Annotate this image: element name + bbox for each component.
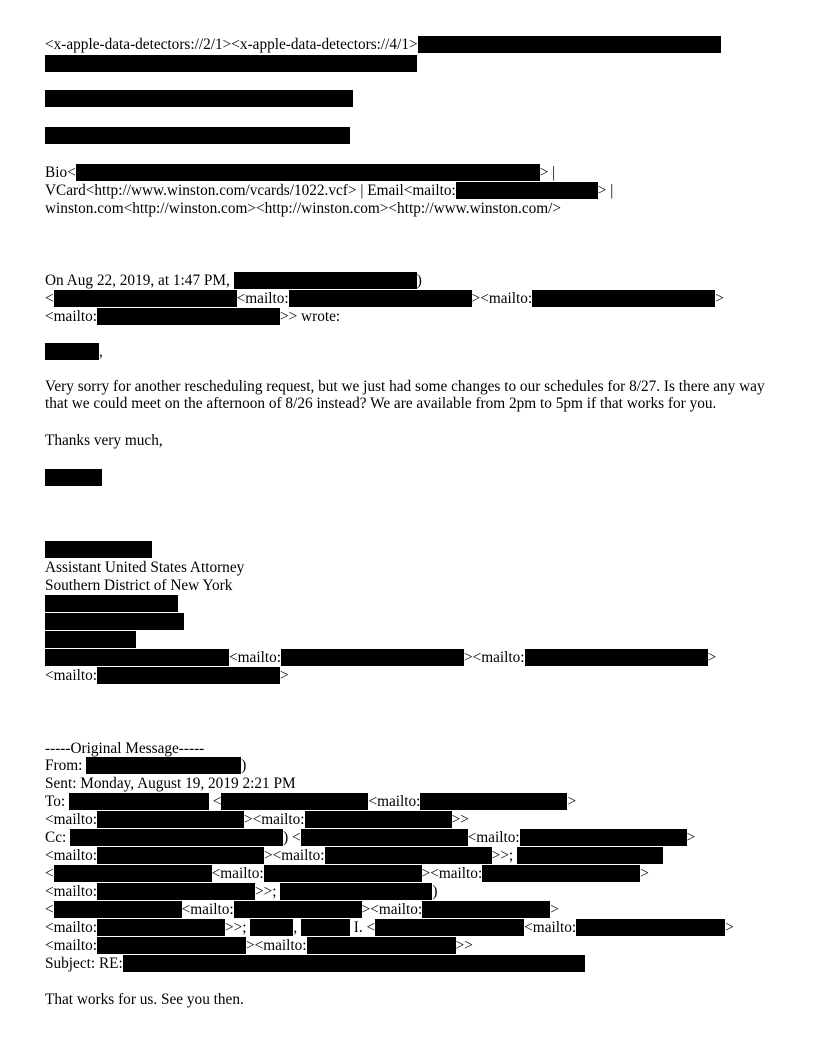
redaction [97,919,225,936]
mailto-label[interactable]: ><mailto: [263,847,325,864]
mailto-label[interactable]: <mailto: [467,829,520,846]
reply-wrote-line [45,308,340,325]
website-link[interactable]: winston.com<http://winston.com><http://winston.com><http://www.winston.com/> [45,200,562,217]
original-message-divider: -----Original Message----- [45,740,205,757]
separator: > [640,865,649,882]
separator: > [686,829,696,846]
detector-text: <x-apple-data-detectors://2/1><x-apple-data-detectors://4/1> [45,36,418,53]
redaction [325,847,492,864]
mailto-label[interactable]: ><mailto: [471,290,533,307]
separator: < [209,793,222,810]
mailto-label[interactable]: <mailto: [211,865,264,882]
separator: > [550,901,559,918]
detector-line [45,36,721,53]
redaction [97,308,280,325]
mailto-label[interactable]: <mailto: [45,308,97,325]
to-label: To: [45,793,66,810]
mailto-label[interactable]: <mailto: [229,649,281,666]
closing: Thanks very much, [45,432,163,449]
from-label: From: [45,757,83,774]
redacted-line [45,613,184,630]
mailto-label[interactable]: ><mailto: [463,649,525,666]
redaction [525,649,708,666]
redaction [123,955,585,972]
mailto-label[interactable]: <mailto: [45,919,97,936]
sent-line: Sent: Monday, August 19, 2019 2:21 PM [45,775,296,792]
redaction [221,793,368,810]
cc-line-cont [45,865,649,882]
subject-label: Subject: RE: [45,955,123,972]
redaction [45,595,178,612]
redacted-line [45,469,102,486]
separator: > | [597,182,614,199]
redaction [250,919,293,936]
redaction [422,901,550,918]
cc-line-cont [45,901,559,918]
redaction [281,649,464,666]
redaction [97,847,264,864]
separator: ) [241,757,247,774]
redaction [264,865,422,882]
mailto-label[interactable]: ><mailto: [421,865,483,882]
redacted-line [45,127,350,144]
cc-line-cont [45,883,437,900]
separator: >> [451,811,469,828]
sender-title: Assistant United States Attorney [45,559,245,576]
redaction [70,829,283,846]
mailto-label[interactable]: <mailto: [45,847,97,864]
redaction [305,811,452,828]
redacted-line [45,595,178,612]
bio-line [45,164,555,181]
reply-date: On Aug 22, 2019, at 1:47 PM, [45,272,230,289]
mailto-label[interactable]: <mailto: [45,667,97,684]
separator: >> [455,937,473,954]
redaction [301,829,468,846]
mailto-label[interactable]: <mailto: [45,811,97,828]
redacted-line [45,90,353,107]
separator: >>; [491,847,514,864]
redaction [54,865,212,882]
mailto-label[interactable]: ><mailto: [245,937,307,954]
redaction [307,937,456,954]
redaction [418,36,721,53]
separator: >>; [254,883,277,900]
mailto-label[interactable]: <mailto: [236,290,289,307]
message-body: Very sorry for another rescheduling request, but we just had some changes to our schedules for 8/27. Is there any way that we could meet on the afternoon of 8/26 instead? We are available from 2pm to 5pm if that works for you. [45,378,765,412]
redaction [517,847,663,864]
mailto-label[interactable]: ><mailto: [361,901,423,918]
separator: > [279,667,289,684]
redaction [520,829,687,846]
redaction [482,865,640,882]
separator: > | [539,164,556,181]
redaction [375,919,524,936]
reply-address-line [45,290,724,307]
redaction [97,811,244,828]
redaction [420,793,567,810]
cc-line-cont: <mailto: >>; , I. < <mailto: > [45,919,734,936]
separator: < [45,901,54,918]
sender-office: Southern District of New York [45,577,233,594]
cc-line-cont [45,937,473,954]
cc-line-cont [45,847,663,864]
separator: , [99,343,103,360]
redaction [54,901,182,918]
separator: I. < [353,919,376,936]
to-line-cont [45,811,469,828]
redaction [45,343,99,360]
redacted-line [45,631,136,648]
redaction [576,919,725,936]
redaction [456,182,598,199]
redaction [289,290,472,307]
cc-line [45,829,695,846]
to-line [45,793,576,810]
redaction [234,272,417,289]
redaction [45,469,102,486]
cc-label: Cc: [45,829,67,846]
redaction [45,613,184,630]
sender-address-line [45,667,289,684]
redaction [45,649,229,666]
redaction [45,55,417,72]
separator: > [725,919,734,936]
separator: ) [416,272,422,289]
mailto-label[interactable]: <mailto: [524,919,577,936]
redaction [45,90,353,107]
separator: ) [432,883,438,900]
redaction [45,541,152,558]
from-line [45,757,246,774]
redaction [45,127,350,144]
subject-line [45,955,585,972]
separator: > [707,649,717,666]
redaction [86,757,241,774]
mailto-label[interactable]: ><mailto: [243,811,305,828]
redaction [234,901,362,918]
vcard-link[interactable]: VCard<http://www.winston.com/vcards/1022.vcf> | Email<mailto: [45,182,456,199]
redaction [54,290,237,307]
redaction [532,290,715,307]
separator: < [45,290,54,307]
reply-date-line [45,272,422,289]
sender-address-line [45,649,716,666]
vcard-line [45,182,613,199]
separator: > [715,290,724,307]
mailto-label[interactable]: <mailto: [368,793,421,810]
wrote-text: >> wrote: [279,308,341,325]
redaction [45,631,136,648]
redaction [280,883,432,900]
mailto-label[interactable]: <mailto: [181,901,234,918]
bio-link-label[interactable]: Bio< [45,164,76,181]
redaction [76,164,540,181]
reply-body: That works for us. See you then. [45,991,244,1008]
separator: ) < [283,829,301,846]
redacted-line [45,541,152,558]
redaction [97,667,280,684]
mailto-label[interactable]: <mailto: [45,883,97,900]
redaction [97,883,255,900]
separator: > [567,793,577,810]
separator: >>; [224,919,247,936]
redacted-line [45,55,417,72]
redaction [301,919,350,936]
website-line [45,200,561,217]
salutation [45,343,103,360]
redaction [97,937,246,954]
redaction [69,793,209,810]
mailto-label[interactable]: <mailto: [45,937,97,954]
separator: < [45,865,54,882]
